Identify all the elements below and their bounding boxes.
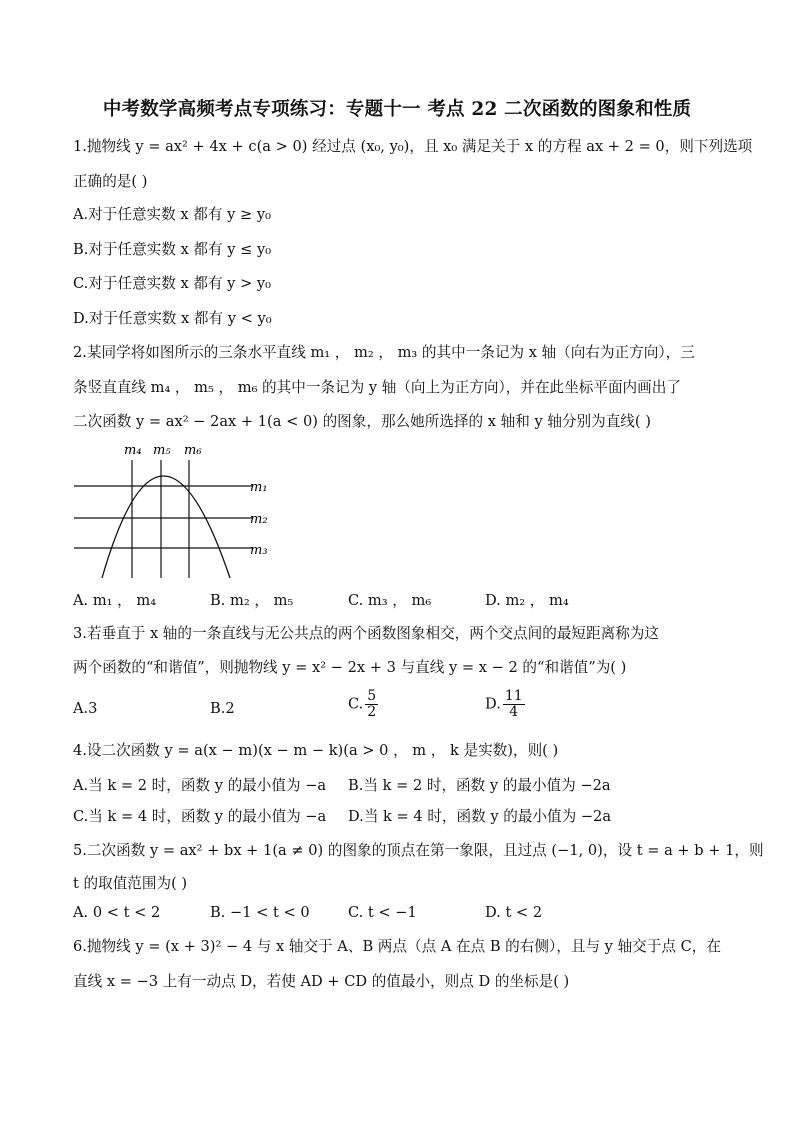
q1-stem-line2: 正确的是( ) bbox=[73, 173, 148, 190]
q5-option-c: C. t < −1 bbox=[348, 904, 417, 921]
q5-option-a: A. 0 < t < 2 bbox=[73, 904, 161, 921]
q1-option-d: D.对于任意实数 x 都有 y < y₀ bbox=[73, 310, 272, 327]
label-m4: m₄ bbox=[124, 443, 142, 458]
q3-option-a: A.3 bbox=[73, 700, 98, 717]
q4-option-b: B.当 k = 2 时，函数 y 的最小值为 −2a bbox=[348, 777, 611, 794]
q3-stem-line1: 3.若垂直于 x 轴的一条直线与无公共点的两个函数图象相交，两个交点间的最短距离称为这 bbox=[73, 625, 659, 642]
q1-option-b: B.对于任意实数 x 都有 y ≤ y₀ bbox=[73, 241, 272, 258]
q3-option-d-denominator: 4 bbox=[509, 704, 519, 720]
q3-option-d-prefix: D. bbox=[485, 695, 501, 713]
q3-option-b: B.2 bbox=[210, 700, 235, 717]
q3-option-c-prefix: C. bbox=[348, 695, 364, 713]
q6-stem-line1: 6.抛物线 y = (x + 3)² − 4 与 x 轴交于 A、B 两点（点 A 在点 B 的右侧），且与 y 轴交于点 C，在 bbox=[73, 938, 721, 955]
q2-stem-line3: 二次函数 y = ax² − 2ax + 1(a < 0) 的图象，那么她所选择的 x 轴和 y 轴分别为直线( ) bbox=[73, 413, 651, 430]
q3-option-d bbox=[485, 689, 525, 720]
q3-option-c-denominator: 2 bbox=[367, 704, 377, 720]
q3-option-d-fraction bbox=[503, 689, 525, 720]
q1-option-c: C.对于任意实数 x 都有 y > y₀ bbox=[73, 275, 272, 292]
q2-option-a: A. m₁ ， m₄ bbox=[73, 592, 157, 609]
label-m1: m₁ bbox=[250, 480, 268, 495]
label-m3: m₃ bbox=[250, 543, 268, 558]
q2-option-b: B. m₂ ， m₅ bbox=[210, 592, 294, 609]
q1-option-a: A.对于任意实数 x 都有 y ≥ y₀ bbox=[73, 206, 271, 223]
q5-option-d: D. t < 2 bbox=[485, 904, 543, 921]
q4-option-c: C.当 k = 4 时，函数 y 的最小值为 −a bbox=[73, 808, 327, 825]
parabola-curve bbox=[102, 476, 230, 578]
q3-option-c bbox=[348, 689, 378, 720]
q5-stem-line1: 5.二次函数 y = ax² + bx + 1(a ≠ 0) 的图象的顶点在第一象限，且过点 (−1, 0)，设 t = a + b + 1，则 bbox=[73, 842, 764, 859]
q2-option-d: D. m₂ ， m₄ bbox=[485, 592, 569, 609]
q5-stem-line2: t 的取值范围为( ) bbox=[73, 875, 188, 892]
q6-stem-line2: 直线 x = −3 上有一动点 D，若使 AD + CD 的值最小，则点 D 的坐标是( ) bbox=[73, 973, 570, 990]
q5-option-b: B. −1 < t < 0 bbox=[210, 904, 310, 921]
q2-option-c: C. m₃ ， m₆ bbox=[348, 592, 432, 609]
q3-option-c-fraction bbox=[365, 689, 378, 720]
q3-stem-line2: 两个函数的“和谐值”，则抛物线 y = x² − 2x + 3 与直线 y = x − 2 的“和谐值”为( ) bbox=[73, 659, 627, 676]
q2-stem-line1: 2.某同学将如图所示的三条水平直线 m₁ ， m₂ ， m₃ 的其中一条记为 x 轴（向右为正方向），三 bbox=[73, 344, 695, 361]
q2-stem-line2: 条竖直直线 m₄ ， m₅ ， m₆ 的其中一条记为 y 轴（向上为正方向），并在此坐标平面内画出了 bbox=[73, 379, 681, 396]
label-m5: m₅ bbox=[153, 443, 171, 458]
q4-option-a: A.当 k = 2 时，函数 y 的最小值为 −a bbox=[73, 777, 327, 794]
page-title: 中考数学高频考点专项练习：专题十一 考点 22 二次函数的图象和性质 bbox=[102, 99, 692, 120]
q4-stem: 4.设二次函数 y = a(x − m)(x − m − k)(a > 0 ， m ， k 是实数)，则( ) bbox=[73, 742, 559, 759]
label-m6: m₆ bbox=[184, 443, 202, 458]
q4-option-d: D.当 k = 4 时，函数 y 的最小值为 −2a bbox=[348, 808, 612, 825]
q2-figure bbox=[70, 438, 280, 588]
q3-option-d-numerator: 11 bbox=[504, 688, 523, 704]
label-m2: m₂ bbox=[250, 512, 268, 527]
q3-option-c-numerator: 5 bbox=[367, 688, 377, 704]
q1-stem-line1: 1.抛物线 y = ax² + 4x + c(a > 0) 经过点 (x₀, y₀)，且 x₀ 满足关于 x 的方程 ax + 2 = 0，则下列选项 bbox=[73, 138, 753, 155]
